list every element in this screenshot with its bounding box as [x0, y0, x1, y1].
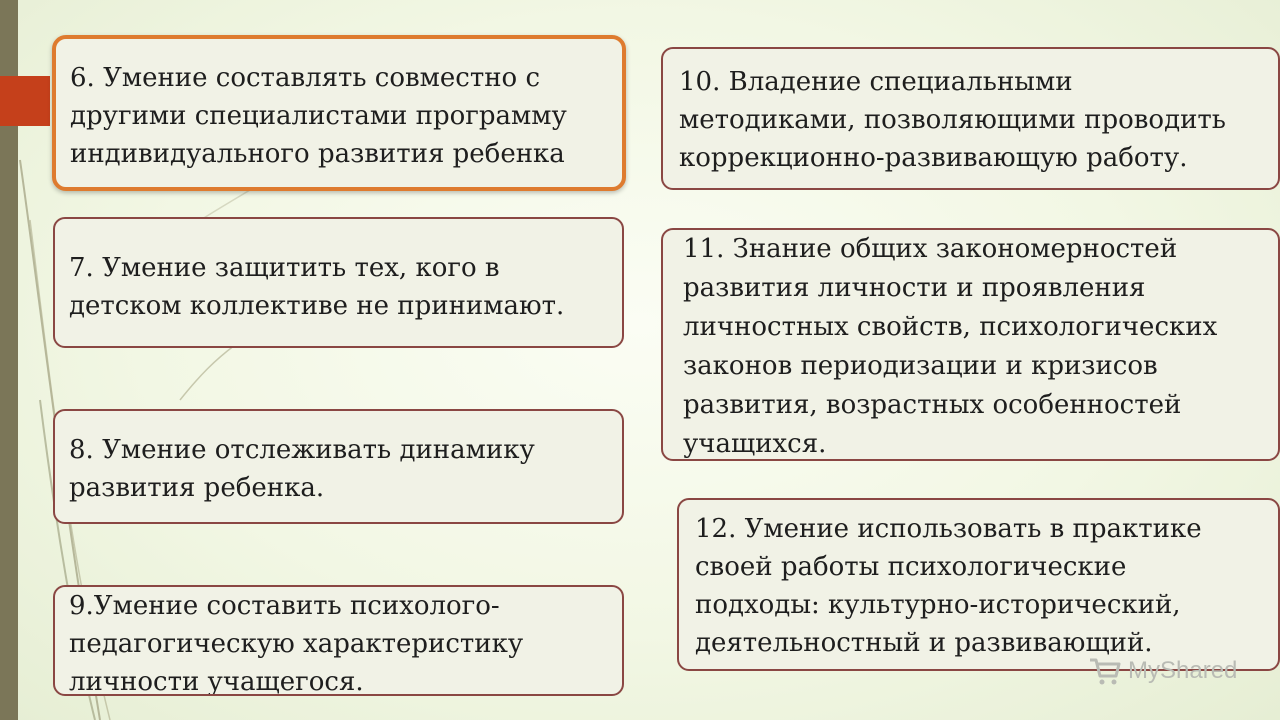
card-7: 7. Умение защитить тех, кого в детском коллективе не принимают. [53, 217, 624, 348]
card-8: 8. Умение отслеживать динамику развития ребенка. [53, 409, 624, 524]
cart-icon [1088, 656, 1122, 686]
card-11: 11. Знание общих закономерностей развития личности и проявления личностных свойств, психологических законов периодизации и кризисов развития, возрастных особенностей учащихся. [661, 228, 1280, 461]
card-12: 12. Умение использовать в практике своей работы психологические подходы: культурно-исторический, деятельностный и развивающий. [677, 498, 1280, 671]
watermark [1088, 656, 1237, 686]
card-9: 9.Умение составить психолого- педагогическую характеристику личности учащегося. [53, 585, 624, 696]
card-10: 10. Владение специальными методиками, позволяющими проводить коррекционно-развивающую работу. [661, 47, 1280, 190]
watermark-label: MyShared [1128, 657, 1238, 684]
card-6: 6. Умение составлять совместно с другими специалистами программу индивидуального развития ребенка [52, 35, 626, 191]
